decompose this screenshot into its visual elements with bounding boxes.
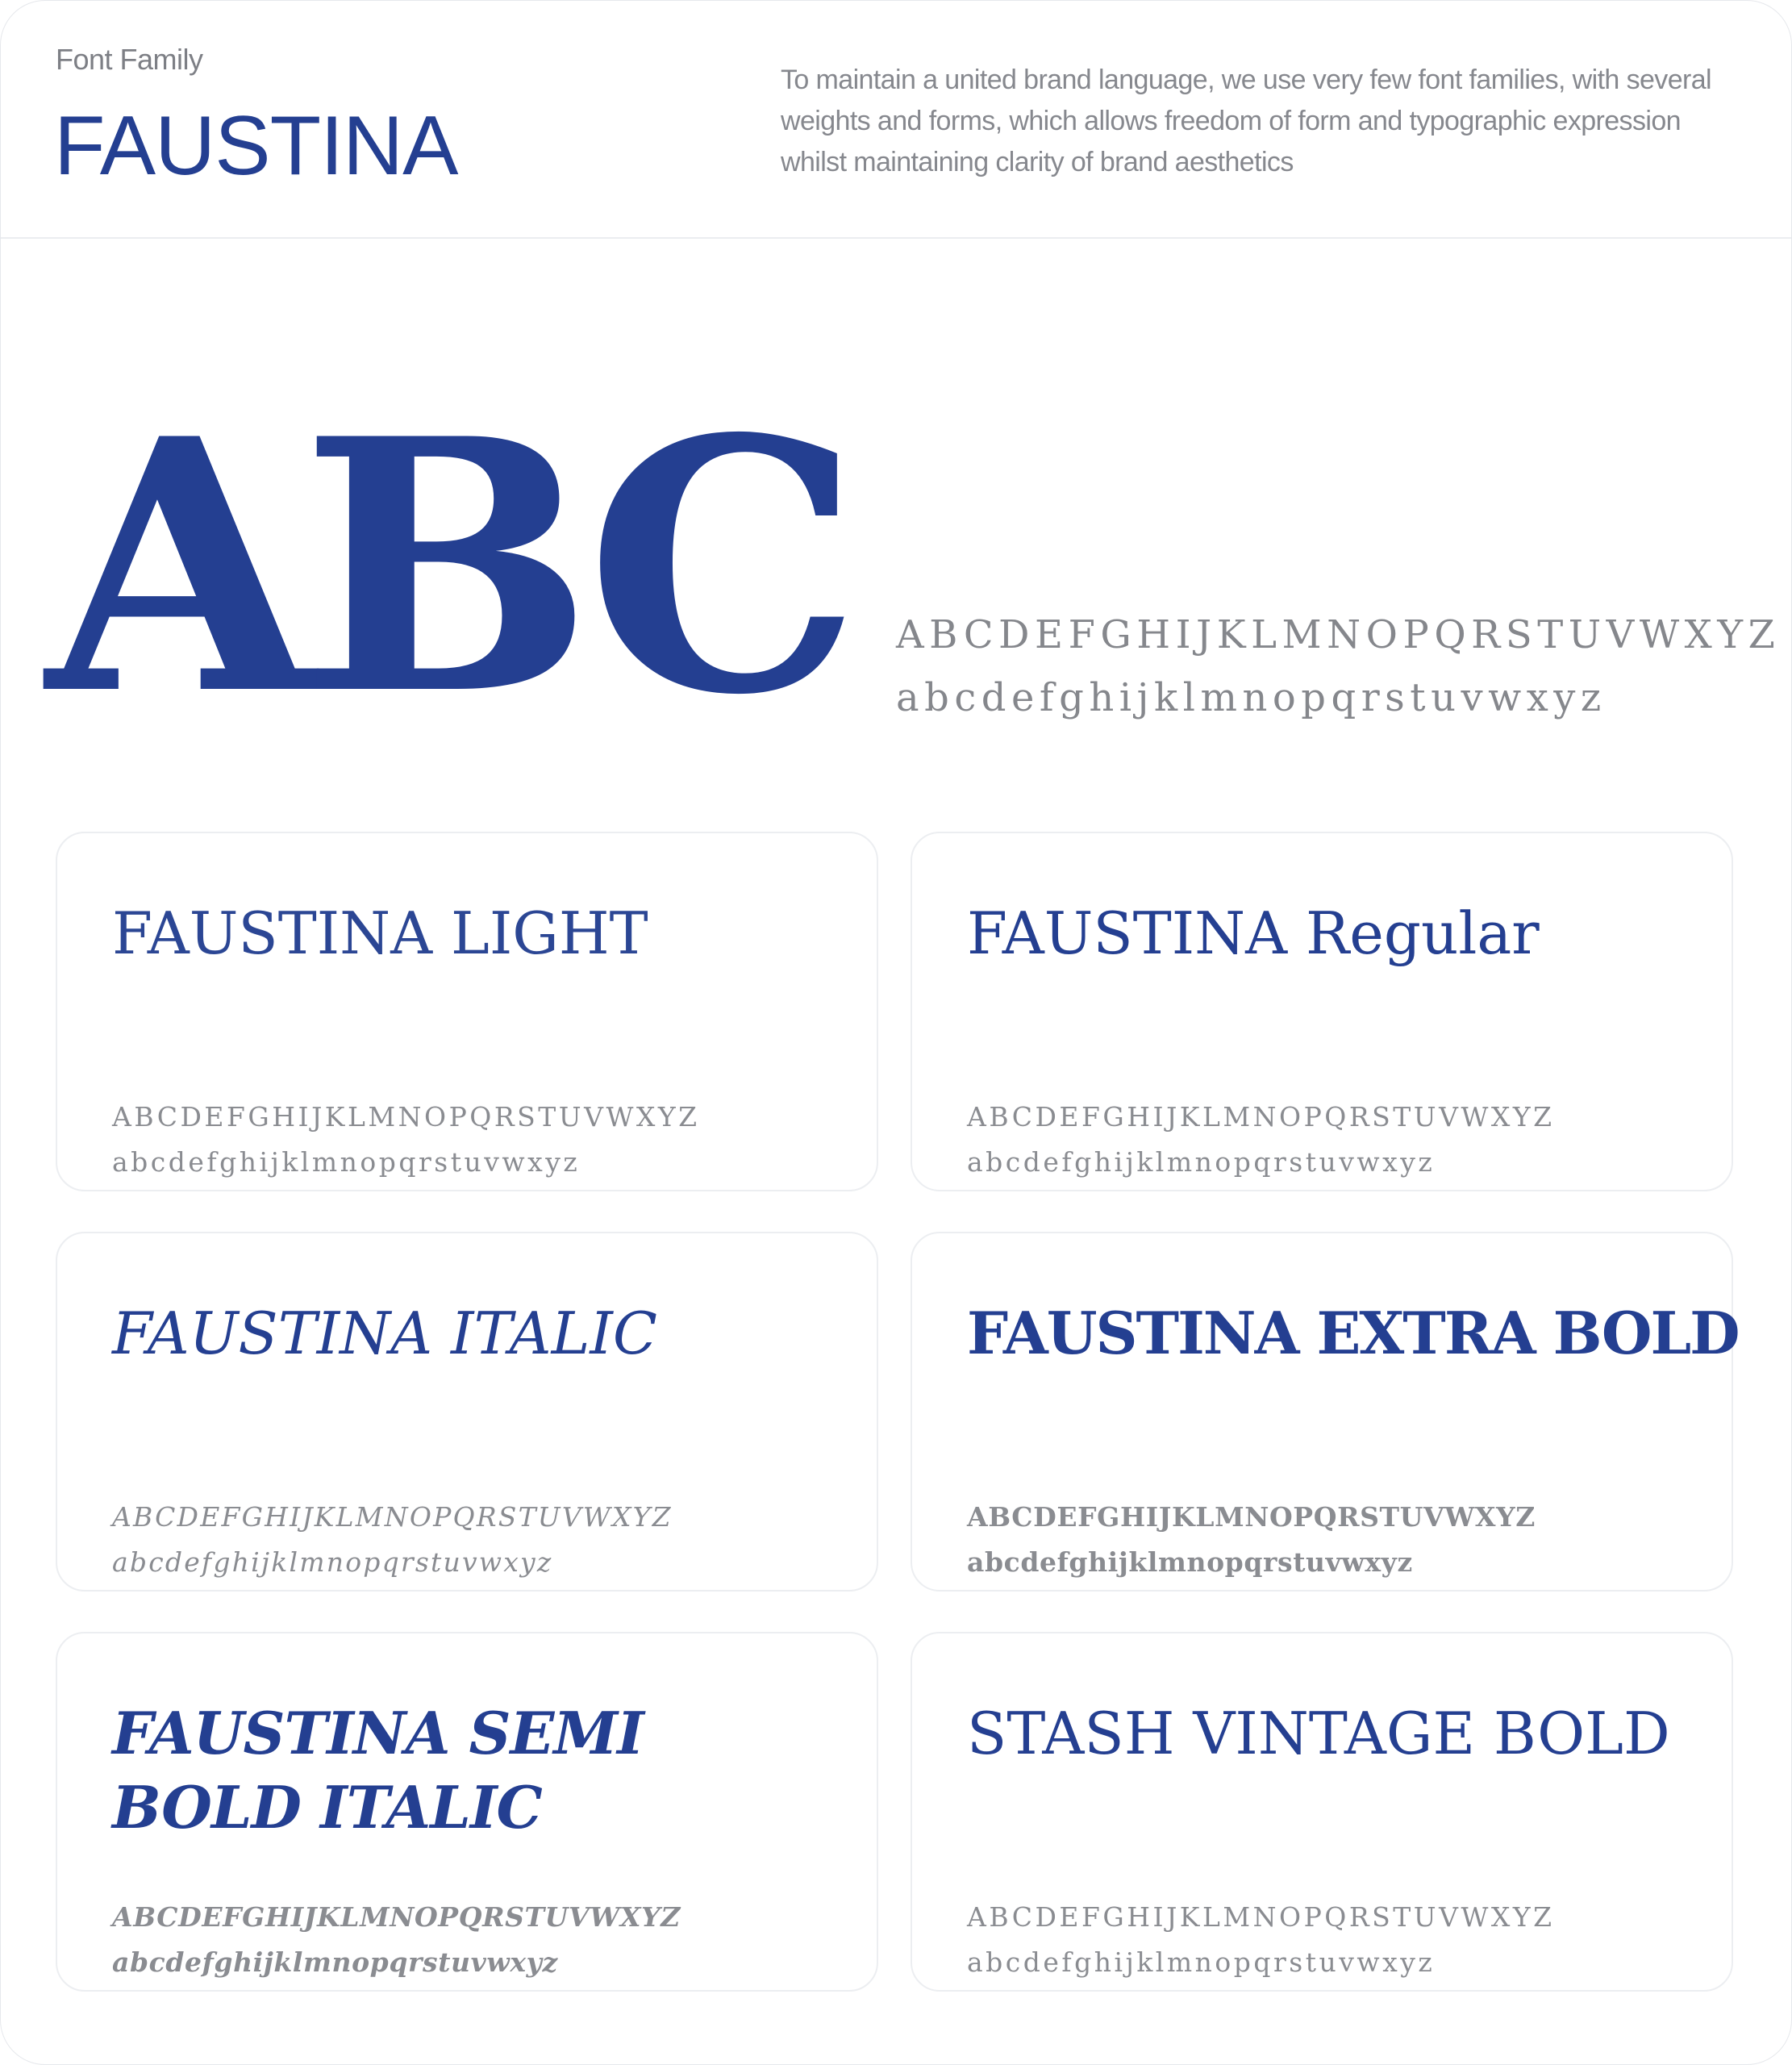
font-card-uppercase: ABCDEFGHIJKLMNOPQRSTUVWXYZ (967, 1901, 1555, 1933)
hero-specimen: ABC (46, 364, 848, 771)
font-card-lowercase: abcdefghijklmnopqrstuvwxyz (112, 1946, 558, 1978)
hero-lowercase-alphabet: abcdefghijklmnopqrstuvwxyz (896, 675, 1607, 720)
font-card-stash-vintage-bold (911, 1632, 1733, 1992)
section-label: Font Family (56, 43, 203, 76)
font-card-title: FAUSTINA ITALIC (112, 1299, 657, 1367)
font-card-title: FAUSTINA LIGHT (112, 899, 648, 967)
font-card-uppercase: ABCDEFGHIJKLMNOPQRSTUVWXYZ (112, 1501, 673, 1533)
font-card-lowercase: abcdefghijklmnopqrstuvwxyz (967, 1946, 1436, 1978)
font-card-title: FAUSTINA Regular (967, 899, 1540, 967)
brand-description: To maintain a united brand language, we use very few font families, with several weights and forms, which allows freedom of form and typographic expression whilst maintaining clarity of brand aesthetics (781, 65, 1711, 177)
font-card-regular (911, 832, 1733, 1191)
font-card-title: STASH VINTAGE BOLD (967, 1700, 1670, 1767)
font-card-uppercase: ABCDEFGHIJKLMNOPQRSTUVWXYZ (967, 1101, 1555, 1133)
font-card-lowercase: abcdefghijklmnopqrstuvwxyz (967, 1546, 1413, 1578)
font-card-uppercase: ABCDEFGHIJKLMNOPQRSTUVWXYZ (967, 1501, 1536, 1533)
font-card-extra-bold (911, 1232, 1739, 1592)
font-card-uppercase: ABCDEFGHIJKLMNOPQRSTUVWXYZ (112, 1901, 681, 1933)
font-card-lowercase: abcdefghijklmnopqrstuvwxyz (112, 1546, 553, 1578)
hero-uppercase-alphabet: ABCDEFGHIJKLMNOPQRSTUVWXYZ (896, 612, 1781, 657)
font-card-uppercase: ABCDEFGHIJKLMNOPQRSTUVWXYZ (112, 1101, 700, 1133)
header-divider (1, 237, 1792, 239)
font-family-title: FAUSTINA (54, 99, 458, 193)
font-card-title: FAUSTINA EXTRA BOLD (967, 1299, 1739, 1367)
font-card-italic (56, 1232, 878, 1592)
font-card-lowercase: abcdefghijklmnopqrstuvwxyz (112, 1146, 581, 1178)
font-card-lowercase: abcdefghijklmnopqrstuvwxyz (967, 1146, 1436, 1178)
font-card-light (56, 832, 878, 1191)
font-card-title: FAUSTINA SEMI BOLD ITALIC (112, 1699, 644, 1842)
font-card-semi-bold-italic (56, 1632, 878, 1992)
